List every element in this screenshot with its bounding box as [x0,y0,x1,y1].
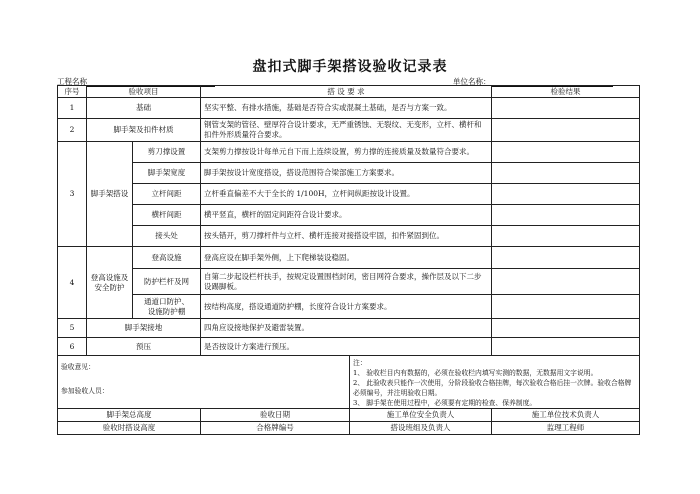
row-result-cell[interactable] [492,269,640,295]
notes-heading: 注： [353,359,367,367]
row-requirement: 四角应设接地保护及避雷装置。 [201,319,492,338]
acceptance-record-table [57,85,640,435]
table-row [58,205,640,226]
table-row [58,119,640,142]
row-result-cell[interactable] [492,338,640,356]
row-requirement: 支架剪力撑按设计每单元自下而上连续设置，剪力撑的连接质量及数量符合要求。 [201,142,492,163]
row-requirement: 钢管支架的管径、壁厚符合设计要求，无严重锈蚀、无裂纹、无变形，立杆、横杆和扣件外形质量符合要求。 [201,119,492,142]
row-result-cell[interactable] [492,119,640,142]
row-requirement: 按结构高度，搭设通道防护棚，长度符合设计方案要求。 [201,295,492,319]
row-requirement: 按头错开，剪刀撑杆件与立杆、横杆连接对接搭设牢固，扣件紧固到位。 [201,226,492,247]
row-result-cell[interactable] [492,163,640,184]
row-subitem-line: 设施防护棚 [147,306,186,316]
header-requirement: 搭 设 要 求 [201,86,492,98]
acceptance-participants-label: 参加验收人员： [61,387,109,395]
unit-name-label: 单位名称： [453,77,491,86]
row-item: 脚手架及扣件材质 [87,119,201,142]
table-row [58,184,640,205]
row-result-cell[interactable] [492,295,640,319]
row-no: 1 [58,98,87,119]
table-row [58,269,640,295]
table-row [58,247,640,269]
row-item: 基础 [87,98,201,119]
row-result-cell[interactable] [492,226,640,247]
row-requirement: 脚手架按设计宽度搭设，搭设范围符合梁部施工方案要求。 [201,163,492,184]
row-item: 脚手架搭设 [87,142,133,247]
page-title: 盘扣式脚手架搭设验收记录表 [252,59,448,75]
row-requirement: 自第二步起设栏杆扶手，按规定设置围档封闭，密目网符合要求，操作层及以下二步设踢脚板。 [201,269,492,295]
table-row [58,142,640,163]
row-requirement: 横平竖直，横杆的固定间距符合设计要求。 [201,205,492,226]
notes-cell [350,356,640,409]
row-requirement: 坚实平整、有排水措施，基础是否符合实或混凝土基础，是否与方案一致。 [201,98,492,119]
header-result: 检验结果 [492,86,640,98]
table-row [58,338,640,356]
footer-total-height-label: 脚手架总高度 [58,409,201,422]
row-result-cell[interactable] [492,319,640,338]
row-subitem: 横杆间距 [133,205,201,226]
footer-technical-lead-label: 施工单位技术负责人 [492,409,640,422]
project-name-label: 工程名称 [57,77,87,86]
footer-acceptance-date-label: 验收日期 [201,409,350,422]
row-subitem: 防护栏杆及网 [133,269,201,295]
row-no: 5 [58,319,87,338]
table-row [58,163,640,184]
row-subitem: 立杆间距 [133,184,201,205]
row-item: 预压 [87,338,201,356]
footer-crew-lead-label: 搭设班组及负责人 [350,422,492,435]
row-result-cell[interactable] [492,142,640,163]
footer-safety-lead-label: 施工单位安全负责人 [350,409,492,422]
row-subitem: 接头处 [133,226,201,247]
row-subitem [133,295,201,319]
note-item: 2、 此验收表只能作一次使用，分阶段验收合格挂牌，每次验收合格后挂一次牌。验收合格牌必须编号，并注明验收日期。 [353,379,632,397]
row-item-line: 登高设施及 [90,272,129,282]
row-requirement: 登高应设在脚手架外侧，上下爬梯装设稳固。 [201,247,492,269]
header-no: 序号 [58,86,87,98]
footer-supervisor-label: 监理工程师 [492,422,640,435]
row-result-cell[interactable] [492,247,640,269]
table-row [58,295,640,319]
row-no: 2 [58,119,87,142]
header-item: 验收项目 [87,86,201,98]
footer-row [58,409,640,422]
table-row [58,226,640,247]
table-row [58,319,640,338]
table-row [58,98,640,119]
footer-erected-height-label: 验收时搭设高度 [58,422,201,435]
row-no: 6 [58,338,87,356]
row-result-cell[interactable] [492,98,640,119]
footer-tag-number-label: 合格牌编号 [201,422,350,435]
row-no: 3 [58,142,87,247]
acceptance-opinion-label: 验收意见： [61,363,95,371]
footer-row [58,422,640,435]
row-item-line: 安全防护 [94,282,125,292]
note-item: 3、 脚手架在使用过程中，必须要有定期的检查、保养制度。 [353,399,537,407]
row-requirement: 立杆垂直偏差不大于全长的 1/100H，立杆间纵距按设计设置。 [201,184,492,205]
row-result-cell[interactable] [492,205,640,226]
row-subitem: 登高设施 [133,247,201,269]
row-subitem: 脚手架宽度 [133,163,201,184]
row-result-cell[interactable] [492,184,640,205]
header-row [58,86,640,98]
row-subitem: 剪刀撑设置 [133,142,201,163]
row-subitem-line: 通道口防护、 [144,296,189,306]
acceptance-opinion-cell[interactable] [58,356,350,409]
row-item: 脚手架接地 [87,319,201,338]
row-no: 4 [58,247,87,319]
row-requirement: 是否按设计方案进行预压。 [201,338,492,356]
acceptance-notes-row [58,356,640,409]
row-item [87,247,133,319]
note-item: 1、 验收栏目内有数据的，必须在验收栏内填写实测的数据，无数据用文字说明。 [353,369,598,377]
